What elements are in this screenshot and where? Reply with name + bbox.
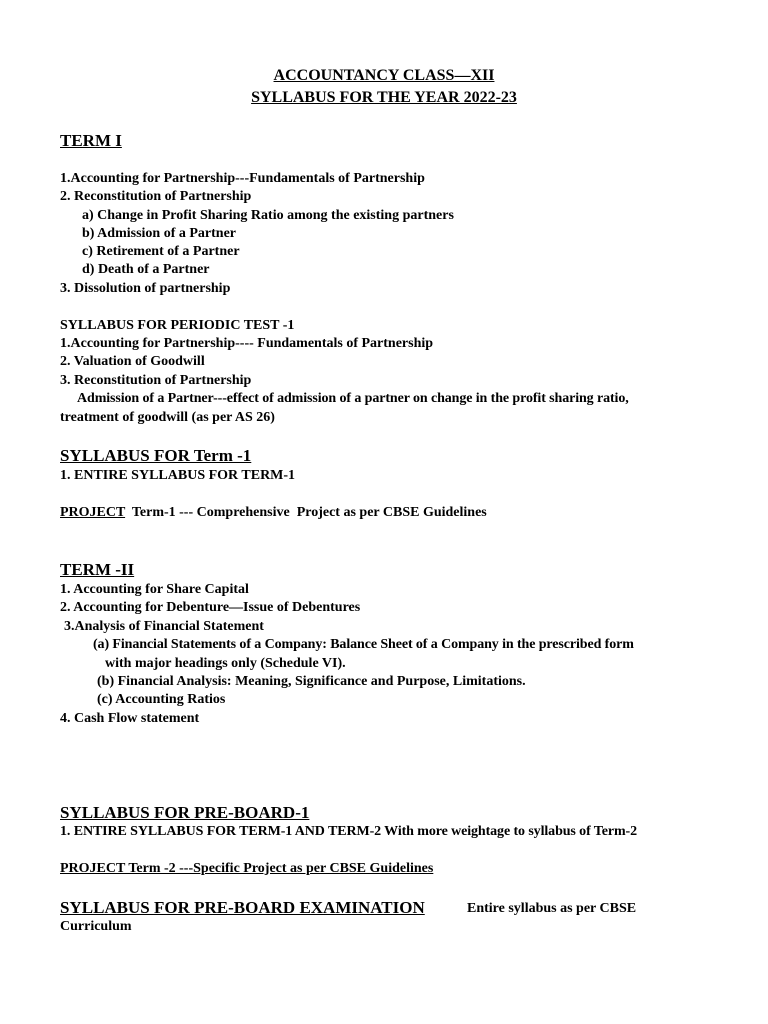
term1-item: 1.Accounting for Partnership---Fundamentals of Partnership — [60, 171, 425, 186]
periodic-test-item: 2. Valuation of Goodwill — [60, 354, 205, 369]
project1-label: PROJECT — [60, 505, 126, 520]
term1-subitem: b) Admission of a Partner — [82, 226, 236, 241]
term1-heading: TERM I — [60, 131, 122, 150]
term2-heading: TERM -II — [60, 560, 135, 579]
term1-subitem: d) Death of a Partner — [82, 262, 210, 277]
term2-subitem: with major headings only (Schedule VI). — [105, 656, 346, 671]
periodic-test-item: treatment of goodwill (as per AS 26) — [60, 410, 275, 425]
periodic-test-item: 3. Reconstitution of Partnership — [60, 373, 252, 388]
document-subtitle: SYLLABUS FOR THE YEAR 2022-23 — [251, 89, 517, 106]
preboard-exam-text: Entire syllabus as per CBSE — [467, 901, 637, 916]
term2-item: 1. Accounting for Share Capital — [60, 582, 249, 597]
term2-item: 4. Cash Flow statement — [60, 711, 200, 726]
project2-line: PROJECT Term -2 ---Specific Project as per CBSE Guidelines — [60, 861, 434, 876]
term2-item: 2. Accounting for Debenture—Issue of Debentures — [60, 600, 361, 615]
term2-subitem: (a) Financial Statements of a Company: Balance Sheet of a Company in the prescribed form — [93, 637, 634, 652]
preboard1-heading: SYLLABUS FOR PRE-BOARD-1 — [60, 803, 310, 822]
preboard1-item: 1. ENTIRE SYLLABUS FOR TERM-1 AND TERM-2 With more weightage to syllabus of Term-2 — [60, 824, 637, 839]
term1-item: 3. Dissolution of partnership — [60, 281, 231, 296]
term1-syllabus-item: 1. ENTIRE SYLLABUS FOR TERM-1 — [60, 468, 296, 483]
document-title: ACCOUNTANCY CLASS—XII — [273, 67, 495, 84]
term2-subitem: (b) Financial Analysis: Meaning, Significance and Purpose, Limitations. — [97, 674, 526, 689]
term2-item: 3.Analysis of Financial Statement — [64, 619, 264, 634]
project1-line — [60, 504, 487, 522]
periodic-test-heading: SYLLABUS FOR PERIODIC TEST -1 — [60, 318, 295, 333]
term2-subitem: (c) Accounting Ratios — [97, 692, 226, 707]
term1-syllabus-heading: SYLLABUS FOR Term -1 — [60, 446, 252, 465]
term1-item: 2. Reconstitution of Partnership — [60, 189, 252, 204]
term1-subitem: c) Retirement of a Partner — [82, 244, 240, 259]
preboard-exam-heading: SYLLABUS FOR PRE-BOARD EXAMINATION — [60, 898, 425, 917]
periodic-test-item: Admission of a Partner---effect of admission of a partner on change in the profit sharing ratio, — [77, 391, 629, 406]
periodic-test-item: 1.Accounting for Partnership---- Fundamentals of Partnership — [60, 336, 434, 351]
preboard-exam-text-cont: Curriculum — [60, 919, 132, 934]
term1-subitem: a) Change in Profit Sharing Ratio among the existing partners — [82, 208, 454, 223]
project1-text: Term-1 --- Comprehensive Project as per CBSE Guidelines — [125, 505, 487, 520]
